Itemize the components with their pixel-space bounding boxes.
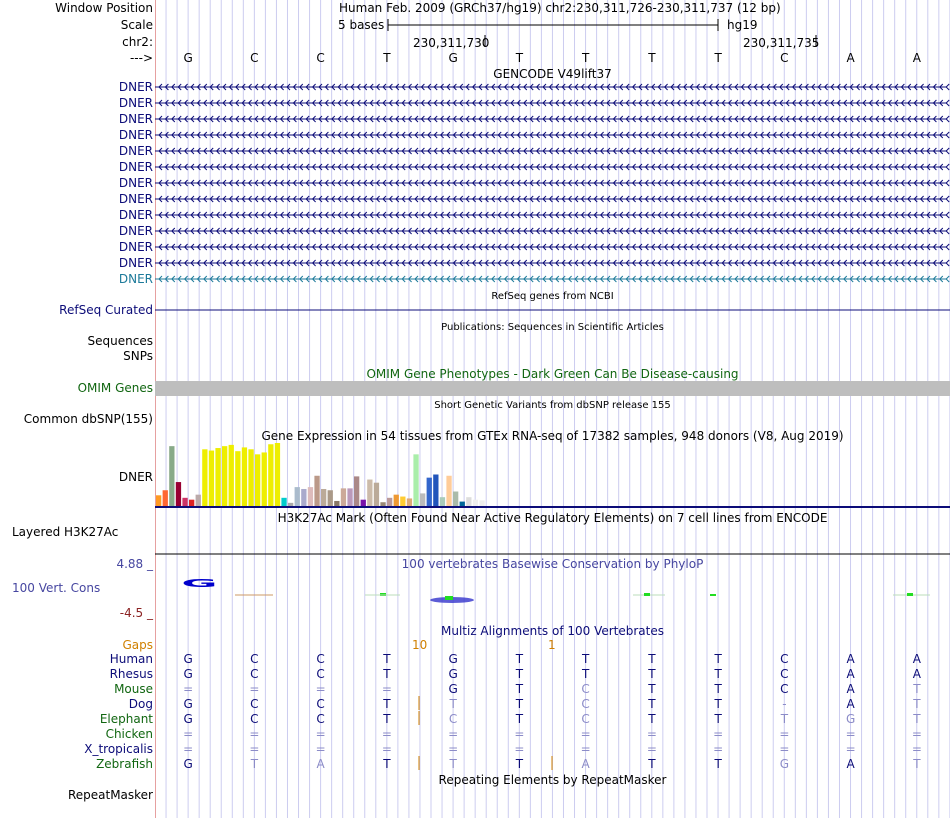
- alignment-base: =: [580, 727, 591, 741]
- alignment-base: G: [845, 712, 856, 726]
- gencode-gene-label[interactable]: DNER: [118, 160, 153, 174]
- alignment-base: =: [315, 742, 326, 756]
- gencode-transcript[interactable]: [155, 100, 949, 106]
- alignment-base: C: [250, 697, 259, 711]
- gtex-tissue-bar[interactable]: [262, 452, 267, 506]
- alignment-base: T: [780, 712, 789, 726]
- alignment-base: T: [515, 697, 524, 711]
- gtex-tissue-bar[interactable]: [215, 448, 220, 506]
- gencode-transcript[interactable]: [155, 148, 949, 154]
- alignment-base: =: [183, 682, 194, 696]
- chrom-label[interactable]: chr2:: [122, 35, 153, 49]
- gtex-tissue-bar[interactable]: [380, 502, 385, 506]
- gencode-transcript[interactable]: [155, 228, 949, 234]
- gtex-tissue-bar[interactable]: [334, 501, 339, 506]
- conservation-logo-letter: G: [181, 578, 218, 590]
- alignment-base: T: [648, 712, 656, 726]
- gtex-tissue-bar[interactable]: [156, 495, 161, 506]
- alignment-base: C: [250, 652, 259, 666]
- gtex-tissue-bar[interactable]: [479, 500, 484, 506]
- ref-base: C: [780, 51, 789, 65]
- alignment-base: T: [648, 652, 656, 666]
- window-position-label[interactable]: Window Position: [55, 1, 153, 15]
- ref-base: T: [648, 51, 656, 65]
- alignment-base: T: [714, 652, 722, 666]
- alignment-base: T: [648, 697, 656, 711]
- gtex-tissue-bar[interactable]: [394, 495, 399, 506]
- alignment-base: =: [646, 727, 657, 741]
- alignment-base: =: [514, 727, 525, 741]
- alignment-base: =: [315, 727, 326, 741]
- alignment-base: T: [515, 712, 524, 726]
- alignment-base: C: [581, 697, 590, 711]
- scale-db-text: hg19: [727, 18, 758, 32]
- gtex-tissue-bar[interactable]: [453, 492, 458, 506]
- refseq-title[interactable]: RefSeq genes from NCBI: [491, 291, 614, 302]
- alignment-base: T: [581, 652, 590, 666]
- omim-title[interactable]: OMIM Gene Phenotypes - Dark Green Can Be Disease-causing: [366, 367, 739, 381]
- alignment-base: =: [646, 742, 657, 756]
- gtex-tissue-bar[interactable]: [328, 490, 333, 506]
- gtex-tissue-bar[interactable]: [288, 503, 293, 506]
- alignment-base: T: [449, 697, 457, 711]
- gtex-tissue-bar[interactable]: [255, 454, 260, 506]
- pubs-title[interactable]: Publications: Sequences in Scientific Articles: [441, 322, 664, 333]
- gtex-tissue-bar[interactable]: [440, 497, 445, 506]
- gtex-bar-chart[interactable]: [155, 441, 950, 511]
- species-label[interactable]: Zebrafish: [96, 757, 153, 771]
- alignment-base: =: [779, 727, 790, 741]
- alignment-base: G: [183, 757, 193, 771]
- gtex-tissue-bar[interactable]: [341, 488, 346, 506]
- alignment-base: C: [448, 712, 458, 726]
- gtex-tissue-bar[interactable]: [229, 445, 234, 506]
- ref-base: G: [448, 51, 458, 65]
- alignment-base: A: [846, 667, 855, 681]
- gtex-tissue-bar[interactable]: [420, 493, 425, 506]
- gtex-title[interactable]: Gene Expression in 54 tissues from GTEx RNA-seq of 17382 samples, 948 donors (V8, Aug 2019): [261, 429, 844, 443]
- phylop-mark: [445, 596, 453, 600]
- alignment-base: T: [648, 682, 656, 696]
- alignment-base: =: [448, 727, 459, 741]
- species-label[interactable]: Elephant: [99, 712, 153, 726]
- alignment-base: T: [913, 697, 921, 711]
- gtex-tissue-bar[interactable]: [473, 500, 478, 506]
- gtex-tissue-bar[interactable]: [176, 482, 181, 506]
- gtex-tissue-bar[interactable]: [387, 498, 392, 506]
- alignment-base: A: [846, 757, 855, 771]
- alignment-base: =: [911, 727, 922, 741]
- gtex-tissue-bar[interactable]: [222, 446, 227, 506]
- assembly-position-text: Human Feb. 2009 (GRCh37/hg19) chr2:230,311,726-230,311,737 (12 bp): [339, 1, 781, 15]
- gencode-transcript[interactable]: [155, 84, 949, 90]
- alignment-base: =: [779, 742, 790, 756]
- alignment-base: T: [383, 652, 391, 666]
- alignment-base: =: [845, 727, 856, 741]
- alignment-base: T: [714, 712, 722, 726]
- alignment-base: =: [315, 682, 326, 696]
- track-label-column: [0, 0, 155, 818]
- gencode-gene-label[interactable]: DNER: [118, 176, 153, 190]
- h3k27ac-label[interactable]: Layered H3K27Ac: [12, 525, 119, 539]
- alignment-base: =: [580, 742, 591, 756]
- alignment-base: T: [581, 667, 590, 681]
- alignment-base: C: [316, 667, 325, 681]
- gencode-transcript[interactable]: [155, 212, 949, 218]
- alignment-base: T: [913, 712, 921, 726]
- alignment-base: C: [780, 682, 789, 696]
- gtex-tissue-bar[interactable]: [460, 502, 465, 506]
- gencode-transcript[interactable]: [155, 132, 949, 138]
- alignment-base: C: [581, 682, 590, 696]
- gtex-tissue-bar[interactable]: [169, 446, 174, 506]
- gencode-gene-label[interactable]: DNER: [118, 80, 153, 94]
- gtex-tissue-bar[interactable]: [209, 451, 214, 506]
- gencode-gene-label[interactable]: DNER: [118, 256, 153, 270]
- alignment-base: T: [714, 667, 722, 681]
- dbsnp-label[interactable]: Common dbSNP(155): [23, 412, 153, 426]
- gaps-label[interactable]: Gaps: [122, 638, 153, 652]
- alignment-base: C: [316, 712, 325, 726]
- track-data-area[interactable]: [155, 0, 950, 818]
- phylop-mark: [644, 593, 650, 596]
- alignment-base: A: [912, 667, 921, 681]
- ref-base: T: [714, 51, 722, 65]
- alignment-base: C: [250, 667, 259, 681]
- alignment-base: C: [581, 712, 590, 726]
- pubs-sequences-label[interactable]: Sequences: [87, 334, 153, 348]
- gencode-gene-label[interactable]: DNER: [118, 144, 153, 158]
- alignment-base: T: [515, 667, 524, 681]
- refseq-line[interactable]: [155, 308, 950, 312]
- omim-label[interactable]: OMIM Genes: [77, 381, 153, 395]
- alignment-base: A: [316, 757, 325, 771]
- phylop-title[interactable]: 100 vertebrates Basewise Conservation by PhyloP: [401, 557, 704, 571]
- gtex-tissue-bar[interactable]: [275, 443, 280, 506]
- alignment-base: =: [845, 742, 856, 756]
- alignment-base: T: [250, 757, 259, 771]
- alignment-base: -: [782, 697, 787, 711]
- alignment-base: T: [383, 712, 391, 726]
- alignment-base: T: [714, 697, 722, 711]
- repeatmasker-label[interactable]: RepeatMasker: [67, 788, 153, 802]
- alignment-base: =: [381, 682, 392, 696]
- gencode-gene-label[interactable]: DNER: [118, 112, 153, 126]
- h3k27ac-baseline: [155, 552, 950, 556]
- scale-bases-text: 5 bases: [338, 18, 385, 32]
- gencode-gene-label[interactable]: DNER: [118, 208, 153, 222]
- coord-right: 230,311,735: [743, 36, 820, 50]
- gencode-transcript[interactable]: [155, 164, 949, 170]
- gtex-tissue-bar[interactable]: [427, 478, 432, 506]
- gencode-gene-label[interactable]: DNER: [118, 96, 153, 110]
- alignment-base: =: [911, 742, 922, 756]
- phylop-mark: [710, 594, 716, 596]
- ref-base: A: [912, 51, 921, 65]
- ref-base: C: [316, 51, 325, 65]
- species-label[interactable]: Chicken: [105, 727, 153, 741]
- ref-base: C: [250, 51, 259, 65]
- gtex-tissue-bar[interactable]: [314, 476, 319, 506]
- gtex-tissue-bar[interactable]: [235, 451, 240, 506]
- gencode-transcripts[interactable]: [155, 80, 950, 310]
- species-label[interactable]: Mouse: [114, 682, 153, 696]
- gtex-tissue-bar[interactable]: [295, 487, 300, 506]
- gap-count-1: 1: [548, 638, 556, 652]
- species-label[interactable]: Rhesus: [109, 667, 153, 681]
- alignment-base: C: [250, 712, 259, 726]
- gtex-tissue-bar[interactable]: [466, 497, 471, 506]
- gencode-transcript[interactable]: [155, 244, 949, 250]
- alignment-base: =: [713, 727, 724, 741]
- repeatmasker-title[interactable]: Repeating Elements by RepeatMasker: [438, 773, 667, 787]
- gencode-gene-label[interactable]: DNER: [118, 192, 153, 206]
- alignment-base: =: [448, 742, 459, 756]
- h3k27ac-title[interactable]: H3K27Ac Mark (Often Found Near Active Regulatory Elements) on 7 cell lines from ENCODE: [277, 511, 828, 525]
- alignment-base: T: [383, 667, 391, 681]
- gtex-tissue-bar[interactable]: [268, 444, 273, 506]
- gtex-tissue-bar[interactable]: [182, 498, 187, 506]
- gtex-tissue-bar[interactable]: [202, 449, 207, 506]
- refseq-label[interactable]: RefSeq Curated: [59, 303, 153, 317]
- alignment-base: G: [183, 697, 193, 711]
- ref-base: T: [383, 51, 391, 65]
- alignment-base: T: [714, 682, 722, 696]
- gtex-tissue-bar[interactable]: [400, 497, 405, 506]
- gencode-transcript[interactable]: [155, 260, 949, 266]
- ref-base: T: [515, 51, 524, 65]
- gtex-tissue-bar[interactable]: [301, 489, 306, 506]
- ref-base: G: [183, 51, 193, 65]
- alignment-base: C: [316, 697, 325, 711]
- alignment-base: T: [648, 667, 656, 681]
- alignment-base: G: [448, 667, 458, 681]
- alignment-base: C: [780, 667, 789, 681]
- gtex-tissue-bar[interactable]: [196, 495, 201, 506]
- alignment-base: C: [780, 652, 789, 666]
- alignment-base: =: [249, 742, 260, 756]
- alignment-base: =: [183, 727, 194, 741]
- phylop-max-label: 4.88 _: [116, 557, 153, 571]
- ref-base: A: [846, 51, 855, 65]
- alignment-base: =: [381, 742, 392, 756]
- phylop-label[interactable]: 100 Vert. Cons: [12, 581, 101, 595]
- alignment-base: G: [779, 757, 790, 771]
- alignment-base: G: [183, 712, 193, 726]
- strand-arrow-label[interactable]: --->: [129, 51, 153, 65]
- gtex-tissue-bar[interactable]: [321, 489, 326, 506]
- gencode-transcript[interactable]: [155, 196, 949, 202]
- gtex-tissue-bar[interactable]: [281, 498, 286, 506]
- phylop-mark: [907, 593, 913, 596]
- species-label[interactable]: Dog: [128, 697, 153, 711]
- gtex-tissue-bar[interactable]: [407, 498, 412, 506]
- alignment-base: A: [846, 697, 855, 711]
- omim-bar[interactable]: [155, 381, 950, 396]
- alignment-base: C: [316, 652, 325, 666]
- gencode-gene-label[interactable]: DNER: [118, 272, 153, 286]
- alignment-base: =: [249, 727, 260, 741]
- gtex-tissue-bar[interactable]: [374, 483, 379, 506]
- scale-label[interactable]: Scale: [120, 18, 153, 32]
- alignment-base: A: [581, 757, 590, 771]
- gtex-tissue-bar[interactable]: [308, 487, 313, 506]
- alignment-base: G: [448, 652, 458, 666]
- pubs-snps-label[interactable]: SNPs: [123, 349, 153, 363]
- gtex-tissue-bar[interactable]: [248, 449, 253, 506]
- gtex-tissue-bar[interactable]: [367, 480, 372, 506]
- phylop-min-label: -4.5 _: [119, 606, 153, 620]
- gtex-tissue-bar[interactable]: [189, 500, 194, 506]
- alignment-base: T: [449, 757, 457, 771]
- alignment-base: T: [913, 682, 921, 696]
- alignment-base: T: [515, 757, 524, 771]
- gap-count-10: 10: [412, 638, 428, 652]
- alignment-base: =: [514, 742, 525, 756]
- alignment-base: A: [912, 652, 921, 666]
- gtex-label[interactable]: DNER: [118, 470, 153, 484]
- gtex-tissue-bar[interactable]: [413, 454, 418, 506]
- gencode-title[interactable]: GENCODE V49lift37: [493, 67, 612, 81]
- gencode-transcript[interactable]: [155, 276, 949, 282]
- alignment-base: T: [648, 757, 656, 771]
- phylop-plot[interactable]: [155, 578, 950, 618]
- alignment-base: G: [183, 652, 193, 666]
- gtex-tissue-bar[interactable]: [347, 488, 352, 506]
- alignment-base: A: [846, 682, 855, 696]
- gencode-transcript[interactable]: [155, 180, 949, 186]
- gtex-tissue-bar[interactable]: [242, 447, 247, 506]
- gencode-gene-label[interactable]: DNER: [118, 128, 153, 142]
- alignment-base: T: [383, 757, 391, 771]
- gtex-tissue-bar[interactable]: [433, 475, 438, 507]
- gtex-tissue-bar[interactable]: [354, 476, 359, 506]
- alignment-base: T: [383, 697, 391, 711]
- species-label[interactable]: X_tropicalis: [84, 742, 153, 756]
- alignment-base: G: [448, 682, 458, 696]
- alignment-base: =: [381, 727, 392, 741]
- alignment-base: G: [183, 667, 193, 681]
- multiz-title[interactable]: Multiz Alignments of 100 Vertebrates: [440, 624, 665, 638]
- gtex-tissue-bar[interactable]: [163, 490, 168, 506]
- alignment-base: A: [846, 652, 855, 666]
- alignment-base: T: [515, 652, 524, 666]
- species-label[interactable]: Human: [109, 652, 153, 666]
- ref-base: T: [581, 51, 590, 65]
- dbsnp-title[interactable]: Short Genetic Variants from dbSNP release 155: [434, 400, 671, 411]
- gencode-gene-label[interactable]: DNER: [118, 224, 153, 238]
- alignment-base: T: [515, 682, 524, 696]
- alignment-base: =: [249, 682, 260, 696]
- gencode-transcript[interactable]: [155, 116, 949, 122]
- alignment-base: T: [913, 757, 921, 771]
- coord-left: 230,311,730: [413, 36, 490, 50]
- alignment-base: T: [714, 757, 722, 771]
- alignment-base: =: [713, 742, 724, 756]
- gtex-tissue-bar[interactable]: [361, 500, 366, 506]
- gencode-gene-label[interactable]: DNER: [118, 240, 153, 254]
- alignment-base: =: [183, 742, 194, 756]
- gtex-tissue-bar[interactable]: [446, 476, 451, 506]
